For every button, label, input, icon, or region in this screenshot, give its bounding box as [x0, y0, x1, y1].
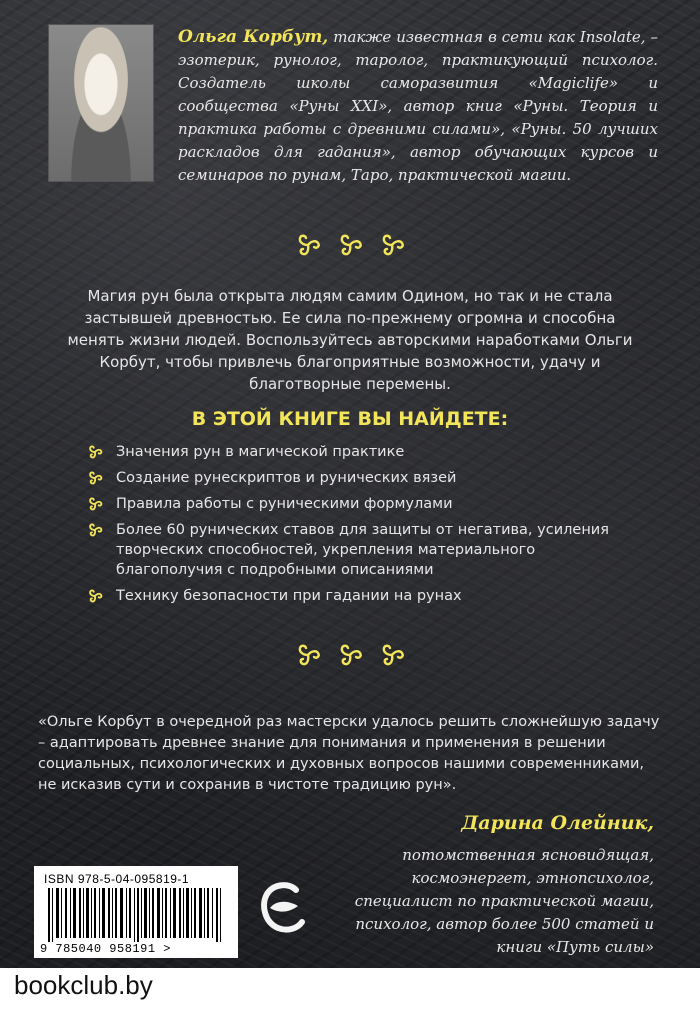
list-item — [86, 468, 646, 488]
list-item — [86, 586, 646, 606]
triskelion-icon — [293, 232, 323, 258]
eksmo-logo-icon — [258, 878, 308, 943]
features-title: В ЭТОЙ КНИГЕ ВЫ НАЙДЕТЕ: — [191, 408, 509, 430]
triskelion-icon — [86, 588, 104, 610]
author-name: Ольга Корбут, — [178, 27, 329, 47]
barcode-bars — [48, 888, 224, 942]
triskelion-icon — [86, 444, 104, 466]
author-photo — [48, 24, 154, 182]
feature-text: Правила работы с руническими формулами — [116, 496, 453, 512]
feature-text: Технику безопасности при гадании на рунах — [116, 588, 462, 604]
barcode — [34, 866, 238, 958]
testimonial-author-name: Дарина Олейник, — [461, 812, 654, 834]
triskelion-icon — [377, 232, 407, 258]
triskelion-icon — [86, 522, 104, 544]
feature-text: Создание рунескриптов и рунических вязей — [116, 470, 457, 486]
feature-text: Значения рун в магической практике — [116, 444, 405, 460]
list-item — [86, 442, 646, 462]
triskelion-icon — [335, 642, 365, 668]
feature-text: Более 60 рунических ставов для защиты от негатива, усиления творческих способностей, укрепления материального благополучия с подробными описаниями — [116, 522, 609, 578]
author-bio — [178, 26, 658, 187]
triskelion-icon — [86, 496, 104, 518]
barcode-number: 9 785040 958191 > — [40, 942, 171, 956]
triskelion-icon — [335, 232, 365, 258]
site-watermark: bookclub.by — [14, 970, 153, 1000]
triskelion-icon — [86, 470, 104, 492]
ornament-divider-bottom — [0, 642, 700, 673]
testimonial-author-description: потомственная ясновидящая, космоэнергет, этнопсихолог, специалист по практической магии, психолог, автор более 500 статей и книги «Путь силы» — [354, 846, 654, 956]
list-item — [86, 520, 646, 580]
testimonial-quote: «Ольге Корбут в очередной раз мастерски удалось решить сложнейшую задачу – адаптировать древнее знание для понимания и применения в решении социальных, психологических и духовных вопросов нашими современниками, не исказив сути и сохранив в чистоте традицию рун». — [38, 714, 660, 793]
intro-paragraph: Магия рун была открыта людям самим Одином, но так и не стала застывшей древностью. Ее сила по-прежнему огромна и способна менять жизни людей. Воспользуйтесь авторскими наработками Ольги Корбут, чтобы привлечь благоприятные возможности, удачу и благотворные перемены. — [67, 287, 633, 393]
triskelion-icon — [293, 642, 323, 668]
isbn: ISBN 978-5-04-095819-1 — [44, 872, 190, 886]
ornament-divider-top — [0, 232, 700, 263]
triskelion-icon — [377, 642, 407, 668]
author-bio-text: также известная в сети как Insolate, – эзотерик, рунолог, таролог, практикующий психолог. Создатель школы саморазвития «Magiclife» и сообщества «Руны XXI», автор книг «Руны. Теория и практика работы с древними силами», «Руны. 50 лучших раскладов для гадания», автор обучающих курсов и семинаров по рунам, Таро, практической магии. — [178, 28, 658, 184]
list-item — [86, 494, 646, 514]
features-list — [86, 442, 646, 612]
